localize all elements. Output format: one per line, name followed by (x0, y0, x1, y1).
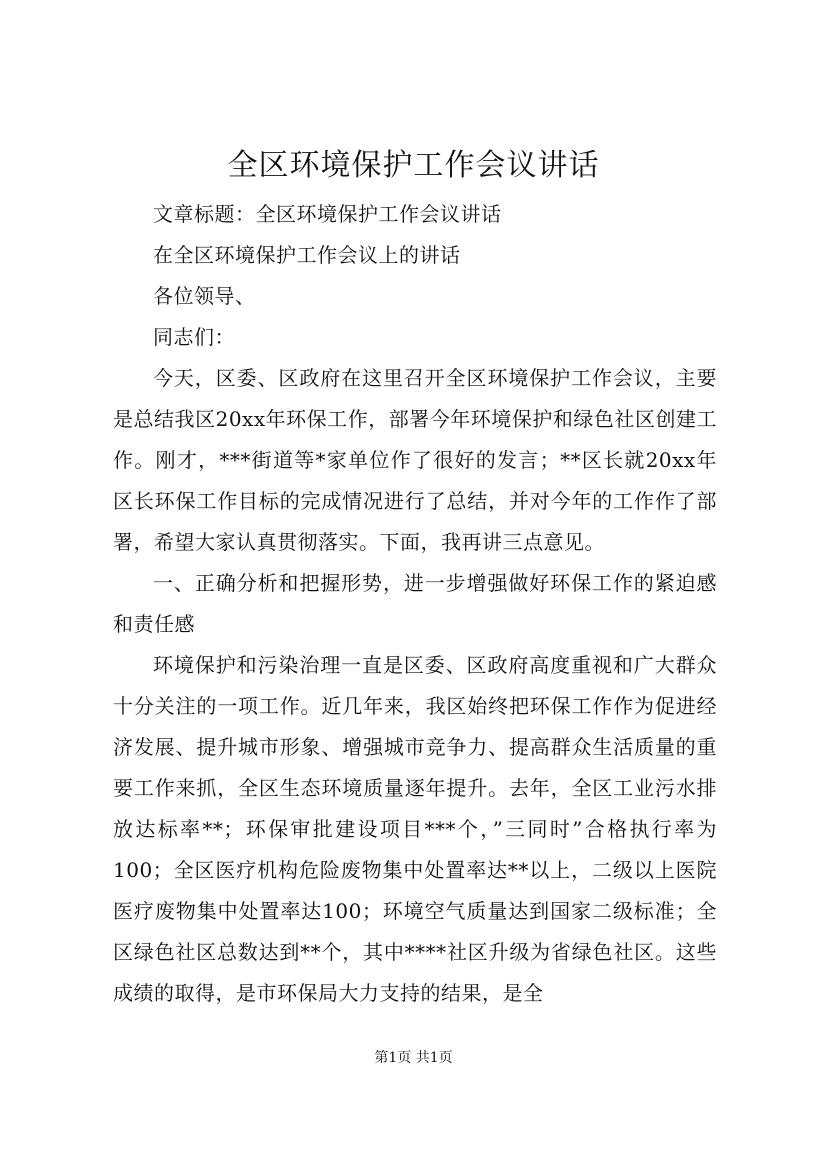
article-title-line: 文章标题：全区环境保护工作会议讲话 (153, 202, 502, 226)
salutation-comrades: 同志们： (153, 325, 235, 349)
document-body (113, 194, 717, 1014)
salutation-leaders: 各位领导、 (153, 284, 256, 308)
intro-paragraph: 今天，区委、区政府在这里召开全区环境保护工作会议，主要是总结我区20xx年环保工作，部署今年环境保护和绿色社区创建工作。刚才，***街道等*家单位作了很好的发言；**区长就20xx年区长环保工作目标的完成情况进行了总结，并对今年的工作作了部署，希望大家认真贯彻落实。下面，我再讲三点意见。 (113, 366, 717, 554)
section-1-paragraph: 环境保护和污染治理一直是区委、区政府高度重视和广大群众十分关注的一项工作。近几年来，我区始终把环保工作作为促进经济发展、提升城市形象、增强城市竞争力、提高群众生活质量的重要工作来抓，全区生态环境质量逐年提升。去年，全区工业污水排放达标率**；环保审批建设项目***个，”三同时”合格执行率为100；全区医疗机构危险废物集中处置率达**以上，二级以上医院医疗废物集中处置率达100；环境空气质量达到国家二级标准；全区绿色社区总数达到**个，其中****社区升级为省绿色社区。这些成绩的取得，是市环保局大力支持的结果，是全 (113, 653, 717, 1005)
section-heading-1: 一、正确分析和把握形势，进一步增强做好环保工作的紧迫感和责任感 (113, 571, 717, 636)
page-footer: 第1页 共1页 (374, 1050, 453, 1066)
page-title: 全区环境保护工作会议讲话 (227, 148, 600, 183)
speech-heading: 在全区环境保护工作会议上的讲话 (153, 243, 461, 267)
